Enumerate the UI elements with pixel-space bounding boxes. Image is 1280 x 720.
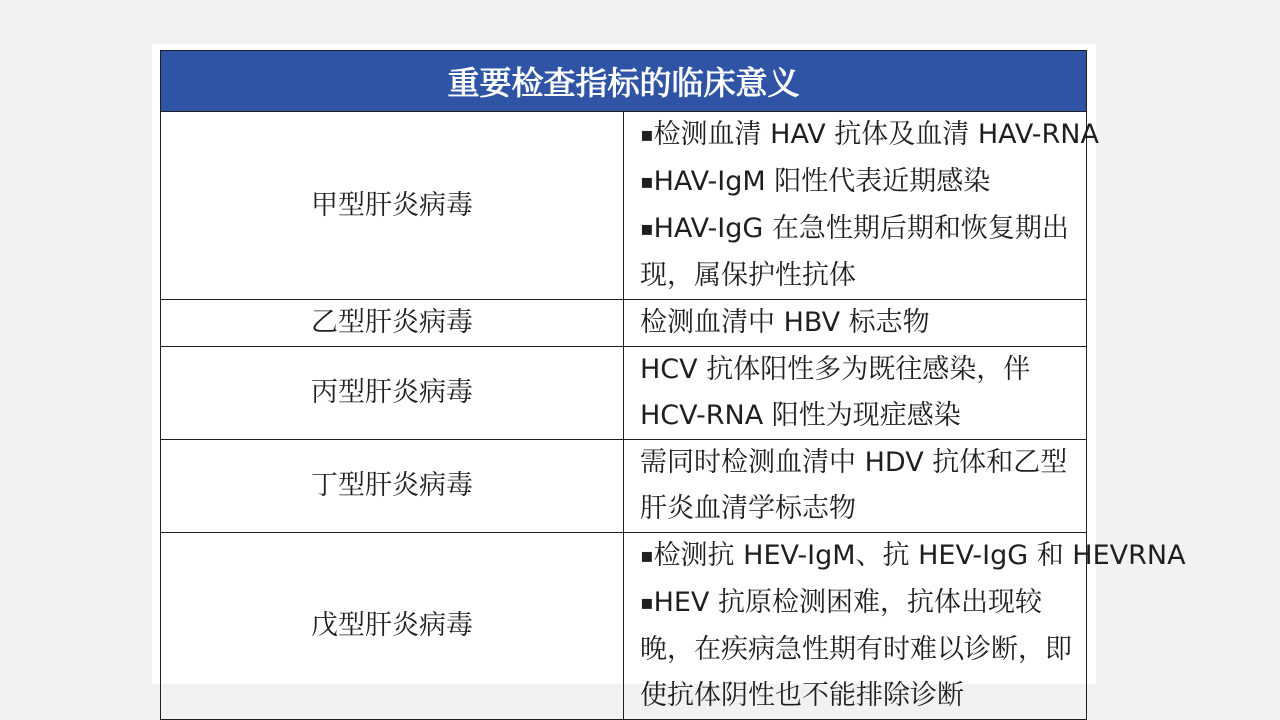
virus-details <box>624 300 1087 347</box>
detail-text: HCV 抗体阳性多为既往感染，伴 HCV-RNA 阳性为现症感染 <box>640 354 1031 431</box>
table-row <box>161 533 1087 720</box>
table-header-row <box>161 51 1087 112</box>
detail-text: 检测血清中 HBV 标志物 <box>640 307 930 338</box>
virus-details <box>624 533 1186 720</box>
virus-details <box>624 440 1087 533</box>
clinical-significance-table <box>160 50 1186 720</box>
bullet-item: ▪ HAV-IgG 在急性期后期和恢复期出现，属保护性抗体 <box>640 206 1072 299</box>
slide <box>152 44 1186 711</box>
detail-text: 需同时检测血清中 HDV 抗体和乙型肝炎血清学标志物 <box>640 447 1068 524</box>
virus-label: 丙型肝炎病毒 <box>161 347 624 440</box>
virus-details <box>624 347 1087 440</box>
table-row <box>161 440 1087 533</box>
table-row <box>161 347 1087 440</box>
bullet-item: ▪ HAV-IgM 阳性代表近期感染 <box>640 159 1072 206</box>
virus-label: 戊型肝炎病毒 <box>161 533 624 720</box>
virus-details <box>624 112 1099 300</box>
table-title: 重要检查指标的临床意义 <box>161 51 1087 112</box>
virus-label: 甲型肝炎病毒 <box>161 112 624 300</box>
virus-label: 乙型肝炎病毒 <box>161 300 624 347</box>
bullet-item: ▪ 检测血清 HAV 抗体及血清 HAV-RNA <box>640 112 1072 159</box>
virus-label: 丁型肝炎病毒 <box>161 440 624 533</box>
bullet-item: ▪ 检测抗 HEV-IgM、抗 HEV-IgG 和 HEVRNA <box>640 533 1072 580</box>
bullet-item: ▪ HEV 抗原检测困难，抗体出现较晚，在疾病急性期有时难以诊断，即使抗体阴性也不能排除诊断 <box>640 580 1072 719</box>
table-row <box>161 112 1087 300</box>
table-row <box>161 300 1087 347</box>
